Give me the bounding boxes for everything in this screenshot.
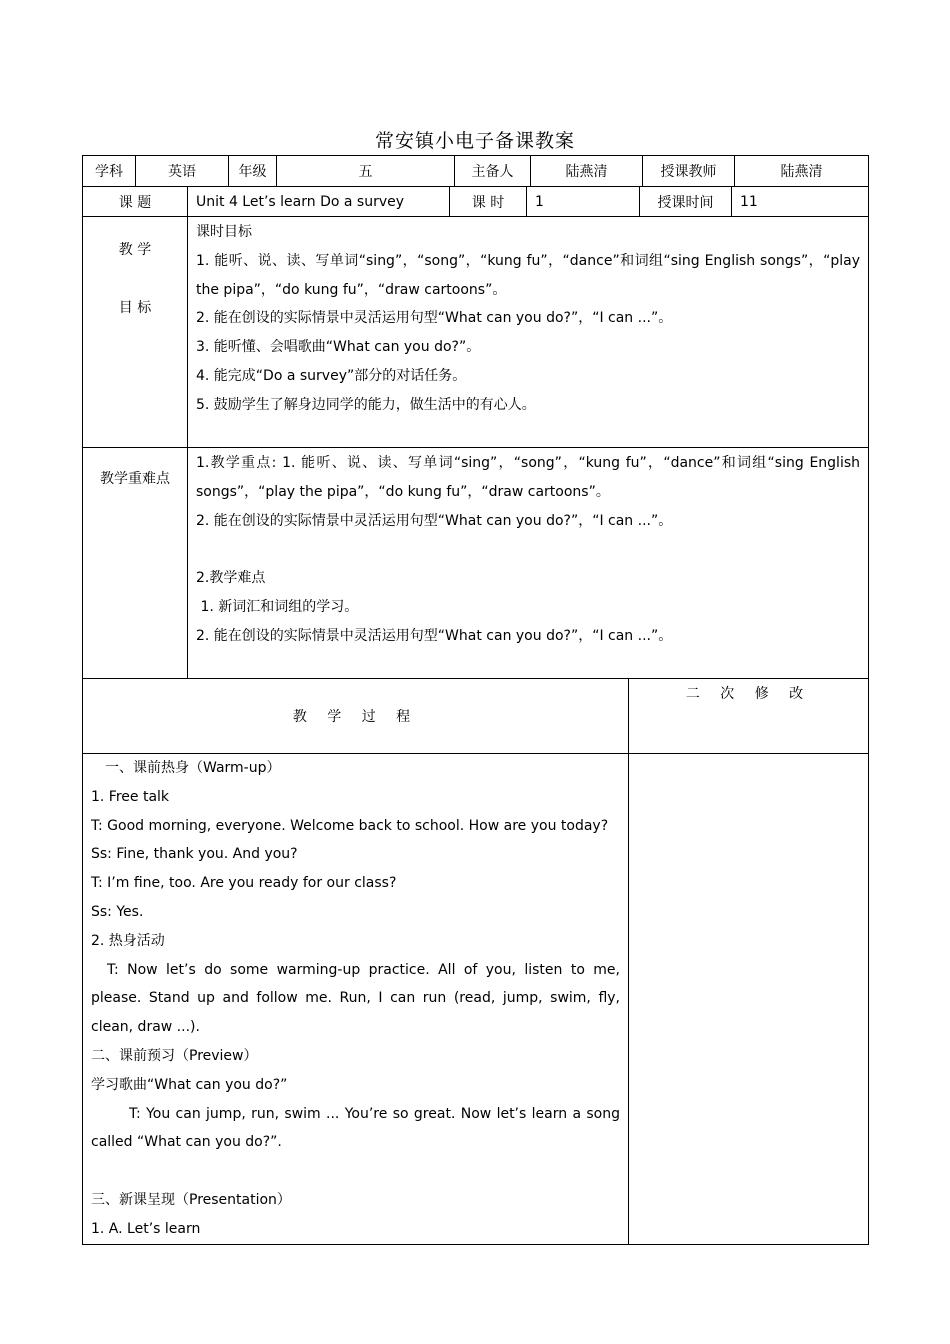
process-line: 二、课前预习（Preview） xyxy=(91,1047,258,1064)
objectives-content xyxy=(188,217,869,448)
process-line: T: Good morning, everyone. Welcome back to school. How are you today? xyxy=(91,817,609,834)
process-header xyxy=(83,679,629,754)
process-line: Ss: Fine, thank you. And you? xyxy=(91,846,298,863)
key-points-line: 1.教学重点: 1. 能听、说、读、写单词“sing”，“song”，“kung fu”，“dance”和词组“sing English songs”，“play the pipa”，“do kung fu”，“draw cartoons”。 xyxy=(196,455,860,500)
revision-content xyxy=(629,754,869,1245)
process-line: T: Now let’s do some warming-up practice. All of you, listen to me, please. Stand up and follow me. Run, I can run (read, jump, swim, fly, clean, draw ...). xyxy=(91,961,620,1036)
process-table xyxy=(82,678,869,1245)
time-value: 11 xyxy=(732,187,869,217)
process-line: T: You can jump, run, swim ... You’re so great. Now let’s learn a song called “What can you do?”. xyxy=(91,1105,620,1151)
document-title: 常安镇小电子备课教案 xyxy=(374,130,575,152)
time-label: 授课时间 xyxy=(640,187,732,217)
process-line: 三、新课呈现（Presentation） xyxy=(91,1191,291,1208)
objectives-label-1: 教 学 xyxy=(118,242,152,258)
revision-header xyxy=(629,679,869,754)
subject-value: 英语 xyxy=(136,156,229,187)
process-line: 一、课前热身（Warm-up） xyxy=(105,760,281,776)
process-line xyxy=(91,1157,620,1186)
key-points-line: 2.教学难点 xyxy=(196,570,266,587)
objectives-line: 课时目标 xyxy=(196,224,252,240)
process-line: 1. Free talk xyxy=(91,788,170,805)
key-points-line: 2. 能在创设的实际情景中灵活运用句型“What can you do?”，“I can ...”。 xyxy=(196,627,673,644)
key-points-line xyxy=(196,535,860,564)
objectives-label-2: 目 标 xyxy=(118,300,152,316)
objectives-line: 1. 能听、说、读、写单词“sing”，“song”，“kung fu”，“dance”和词组“sing English songs”，“play the pipa”，“do kung fu”，“draw cartoons”。 xyxy=(196,252,860,298)
period-label: 课 时 xyxy=(450,187,527,217)
key-points-label: 教学重难点 xyxy=(83,448,188,679)
lesson-info-table xyxy=(82,155,869,187)
topic-value-cell: Unit 4 Let’s learn Do a survey xyxy=(188,187,450,217)
key-points-line: 2. 能在创设的实际情景中灵活运用句型“What can you do?”，“I can ...”。 xyxy=(196,512,673,529)
key-points-line: 1. 新词汇和词组的学习。 xyxy=(196,598,359,615)
preparer-value: 陆燕清 xyxy=(531,156,643,187)
process-line: 学习歌曲“What can you do?” xyxy=(91,1076,288,1093)
grade-value: 五 xyxy=(277,156,455,187)
objectives-table xyxy=(82,216,869,679)
key-points-content xyxy=(188,448,869,679)
process-header-label: 教 学 过 程 xyxy=(292,709,419,725)
lesson-info-row2 xyxy=(82,186,869,217)
teacher-value: 陆燕清 xyxy=(735,156,869,187)
subject-label: 学科 xyxy=(83,156,136,187)
process-line: Ss: Yes. xyxy=(91,903,144,920)
process-content xyxy=(83,754,629,1245)
period-value: 1 xyxy=(527,187,640,217)
process-line: 1. A. Let’s learn xyxy=(91,1220,201,1237)
objectives-line: 4. 能完成“Do a survey”部分的对话任务。 xyxy=(196,367,467,384)
objectives-line: 3. 能听懂、会唱歌曲“What can you do?”。 xyxy=(196,339,481,356)
objectives-line: 5. 鼓励学生了解身边同学的能力，做生活中的有心人。 xyxy=(196,396,536,413)
process-line: 2. 热身活动 xyxy=(91,932,165,949)
grade-label: 年级 xyxy=(229,156,277,187)
objectives-label-cell xyxy=(83,217,188,448)
process-line: T: I’m fine, too. Are you ready for our class? xyxy=(91,875,397,892)
teacher-label: 授课教师 xyxy=(643,156,735,187)
revision-header-label: 二 次 修 改 xyxy=(685,686,812,702)
objectives-line: 2. 能在创设的实际情景中灵活运用句型“What can you do?”，“I can ...”。 xyxy=(196,310,673,327)
topic-label-cell: 课 题 xyxy=(83,187,188,217)
preparer-label: 主备人 xyxy=(455,156,531,187)
